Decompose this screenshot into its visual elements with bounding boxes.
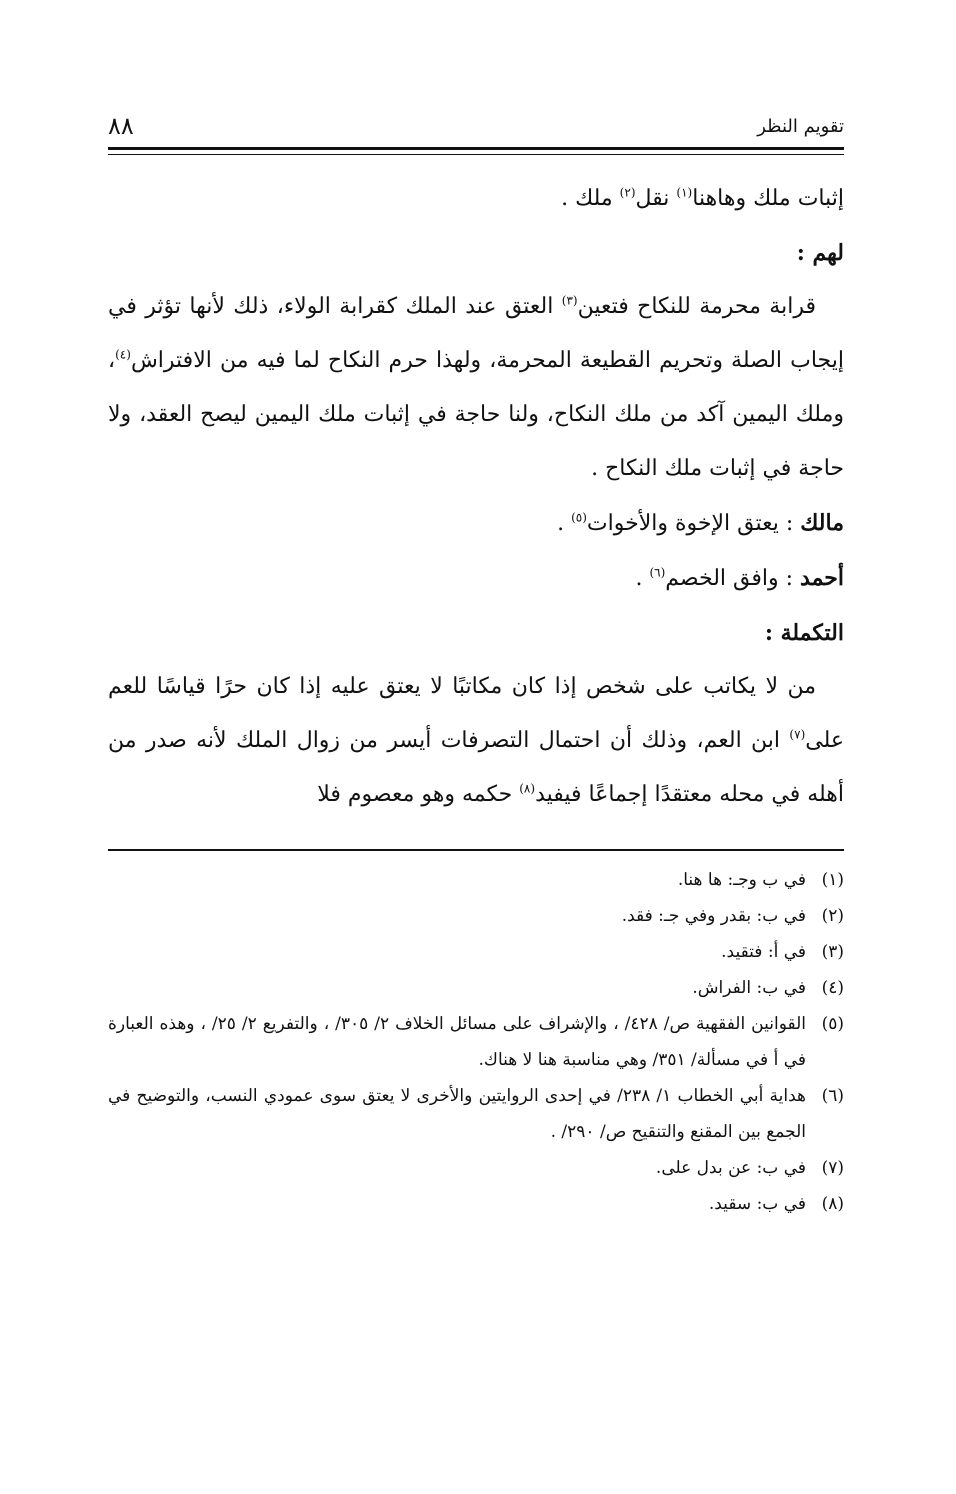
footnote-number: (٦)	[821, 1086, 844, 1106]
paragraph-malik	[108, 496, 844, 551]
footnotes	[108, 862, 844, 1222]
footnote-item	[108, 1078, 844, 1150]
text-run: إثبات ملك وهاهنا	[692, 186, 844, 211]
footnote-ref: (٢)	[619, 185, 636, 200]
footnote-separator	[108, 849, 844, 851]
footnote-ref: (٤)	[115, 347, 131, 362]
footnote-ref: (٦)	[649, 565, 666, 580]
text-run: نقل	[635, 186, 677, 211]
footnote-text: في ب: عن بدل على.	[655, 1158, 806, 1178]
footnote-ref: (٨)	[519, 781, 536, 796]
footnote-text: في ب: بقدر وفي جـ: فقد.	[621, 906, 806, 926]
footnote-number: (٣)	[821, 942, 844, 962]
main-text	[108, 172, 844, 822]
heading-lahum: لهم :	[796, 240, 844, 266]
text-run: : يعتق الإخوة والأخوات	[586, 511, 801, 536]
text-run: .	[635, 566, 650, 591]
footnote-ref: (١)	[676, 185, 693, 200]
footnote-text: هداية أبي الخطاب ١/ ٢٣٨/ في إحدى الروايتين والأخرى لا يعتق سوى عمودي النسب، والتوضيح في الجمع بين المقنع والتنقيح ص/ ٢٩٠/ .	[108, 1086, 806, 1142]
footnote-text: القوانين الفقهية ص/ ٤٢٨/ ، والإشراف على مسائل الخلاف ٢/ ٣٠٥/ ، والتفريع ٢/ ٢٥/ ، وهذه العبارة في أ في مسألة/ ٣٥١/ وهي مناسبة هنا لا هناك.	[108, 1014, 806, 1070]
footnote-ref: (٣)	[561, 293, 578, 308]
footnote-text: في أ: فتقيد.	[721, 942, 806, 962]
footnote-item	[108, 934, 844, 970]
footnote-number: (٤)	[821, 978, 844, 998]
footnote-item	[108, 1150, 844, 1186]
text-run: ملك .	[561, 186, 620, 211]
footnote-ref: (٥)	[571, 510, 587, 525]
footnote-text: في ب: الفراش.	[692, 978, 806, 998]
footnote-number: (٥)	[821, 1014, 844, 1034]
page-header	[108, 110, 844, 142]
text-run: حكمه وهو معصوم فلا	[317, 782, 520, 807]
header-rule-thick	[108, 147, 844, 150]
footnote-item	[108, 862, 844, 898]
text-run: .	[557, 511, 572, 536]
paragraph-ahmad	[108, 551, 844, 606]
text-run: : وافق الخصم	[665, 566, 801, 591]
running-title: تقويم النظر	[757, 115, 844, 137]
footnote-ref: (٧)	[789, 727, 806, 742]
paragraph-1	[108, 172, 844, 226]
paragraph-3	[108, 660, 844, 822]
footnote-item	[108, 970, 844, 1006]
text-run: العتق عند الملك كقرابة الولاء، ذلك لأنها تؤثر في إيجاب الصلة وتحريم القطيعة المحرمة، ولهذا حرم النكاح لما فيه من الافتراش	[108, 294, 844, 373]
footnote-number: (٢)	[821, 906, 844, 926]
footnote-text: في ب وجـ: ها هنا.	[677, 870, 806, 890]
footnote-number: (٧)	[821, 1158, 844, 1178]
malik-label: مالك	[800, 510, 844, 536]
page-number: ٨٨	[108, 112, 134, 140]
footnote-number: (٨)	[821, 1194, 844, 1214]
footnote-text: في ب: سقيد.	[708, 1194, 806, 1214]
footnote-number: (١)	[821, 870, 844, 890]
footnote-item	[108, 1006, 844, 1078]
text-run: قرابة محرمة للنكاح فتعين	[577, 294, 816, 319]
footnote-item	[108, 898, 844, 934]
header-rule-thin	[108, 154, 844, 155]
footnote-item	[108, 1186, 844, 1222]
text-run: ، وملك اليمين آكد من ملك النكاح، ولنا حاجة في إثبات ملك اليمين ليصح العقد، ولا حاجة في إثبات ملك النكاح .	[108, 348, 844, 481]
text-run: ابن العم، وذلك أن احتمال التصرفات أيسر من زوال الملك لأنه صدر من أهله في محله معتقدًا إجماعًا فيفيد	[108, 728, 844, 807]
paragraph-2	[108, 280, 844, 496]
ahmad-label: أحمد	[800, 565, 844, 591]
heading-takmila: التكملة :	[764, 620, 844, 646]
text-run: من لا يكاتب على شخص إذا كان مكاتبًا لا يعتق عليه إذا كان حرًا قياسًا للعم على	[108, 674, 844, 753]
